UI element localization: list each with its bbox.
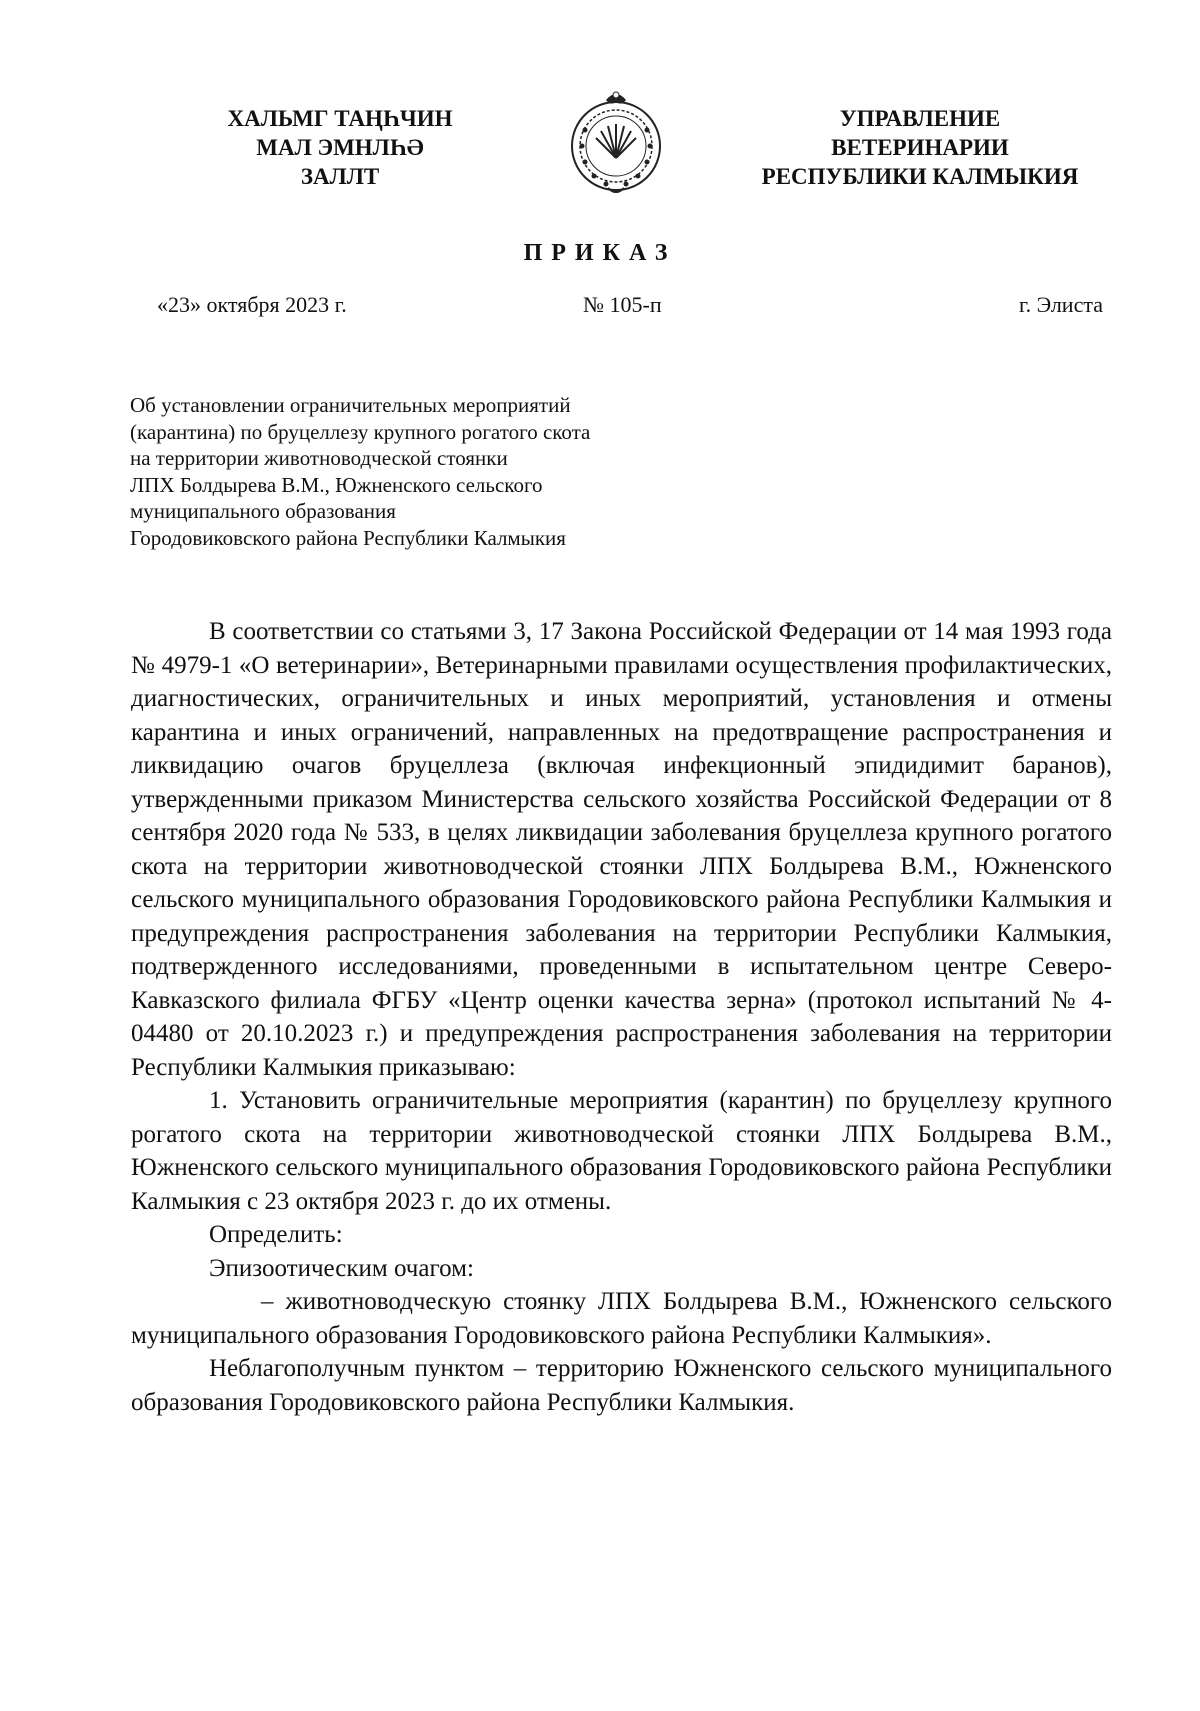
- header-russian-title: [730, 104, 1110, 191]
- header-kalmyk-title: [170, 104, 510, 191]
- subject-line: (карантина) по бруцеллезу крупного рогатого скота: [130, 419, 591, 444]
- subject-line: на территории животноводческой стоянки: [130, 446, 508, 470]
- subject-line: ЛПХ Болдырева В.М., Южненского сельского: [130, 472, 543, 497]
- header-left-line-1: ХАЛЬМГ ТАҢҺЧИН: [227, 106, 453, 131]
- subject-line: Городовиковского района Республики Калмыкия: [130, 525, 566, 550]
- header-right-line-2: ВЕТЕРИНАРИИ: [831, 135, 1009, 160]
- item-1-paragraph: 1. Установить ограничительные мероприятия (карантин) по бруцеллезу крупного рогатого скота на территории животноводческой стоянки ЛПХ Болдырева В.М., Южненского сельского муниципального образования Городовиковского района Республики Калмыкия с 23 октября 2023 г. до их отмены.: [131, 1087, 1112, 1215]
- order-date: «23» октября 2023 г.: [157, 292, 347, 317]
- header-right-line-3: РЕСПУБЛИКИ КАЛМЫКИЯ: [761, 164, 1079, 189]
- subject-line: муниципального образования: [130, 499, 396, 523]
- preamble-paragraph: В соответствии со статьями 3, 17 Закона Российской Федерации от 14 мая 1993 года № 4979-1 «О ветеринарии», Ветеринарными правилами осуществления профилактических, диагностических, ограничительных и иных мероприятий, установления и отмены карантина и иных ограничений, направленных на предотвращение распространения и ликвидацию очагов бруцеллеза (включая инфекционный эпидидимит баранов), утвержденными приказом Министерства сельского хозяйства Российской Федерации от 8 сентября 2020 года № 533, в целях ликвидации заболевания бруцеллеза крупного рогатого скота на территории животноводческой стоянки ЛПХ Болдырева В.М., Южненского сельского муниципального образования Городовиковского района Республики Калмыкия и предупреждения распространения заболевания на территории Республики Калмыкия, подтвержденного исследованиями, проведенными в испытательном центре Северо-Кавказского филиала ФГБУ «Центр оценки качества зерна» (протокол испытаний № 4-04480 от 20.10.2023 г.) и предупреждения распространения заболевания на территории Республики Калмыкия приказываю:: [131, 618, 1112, 1081]
- header-right-line-1: УПРАВЛЕНИЕ: [839, 106, 1001, 131]
- header-left-line-3: ЗАЛЛТ: [300, 164, 380, 189]
- focus-text: – животноводческую стоянку ЛПХ Болдырева В.М., Южненского сельского муниципального образования Городовиковского района Республики Калмыкия».: [131, 1288, 1112, 1349]
- order-body: [131, 615, 1112, 1419]
- document-title: ПРИКАЗ: [523, 240, 677, 266]
- subject-line: Об установлении ограничительных мероприятий: [130, 393, 571, 417]
- unfavorable-point-paragraph: Неблагополучным пунктом – территорию Южненского сельского муниципального образования Городовиковского района Республики Калмыкия.: [131, 1355, 1112, 1416]
- order-city: г. Элиста: [1019, 292, 1103, 317]
- determine-line: Определить:: [209, 1221, 343, 1248]
- coat-of-arms-icon: [566, 86, 666, 198]
- order-subject: [130, 392, 690, 551]
- header-left-line-2: МАЛ ЭМНЛҺӘ: [256, 135, 424, 160]
- focus-label: Эпизоотическим очагом:: [209, 1254, 474, 1282]
- order-number: № 105-п: [583, 292, 662, 317]
